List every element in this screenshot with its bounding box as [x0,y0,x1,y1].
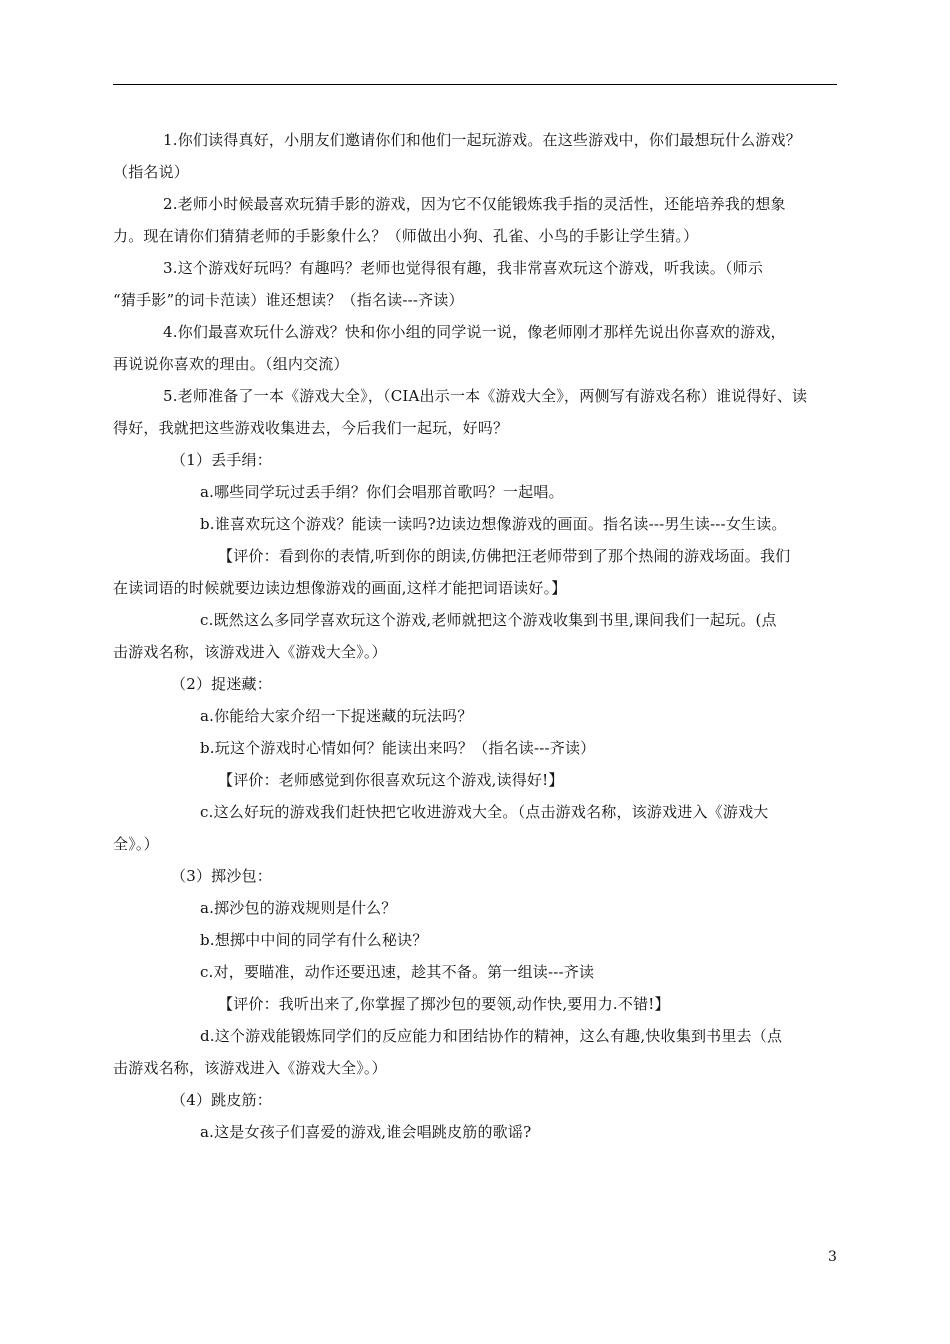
list-item: a.掷沙包的游戏规则是什么？ [200,899,397,917]
paragraph-line: “猜手影”的词卡范读）谁还想读？（指名读---齐读） [113,291,464,309]
list-item: d.这个游戏能锻炼同学们的反应能力和团结协作的精神，这么有趣,快收集到书里去（点 [200,1027,783,1045]
paragraph-line: 5.老师准备了一本《游戏大全》，（CIA出示一本《游戏大全》，两侧写有游戏名称）谁说得好、读 [163,387,808,405]
paragraph-line: 1.你们读得真好，小朋友们邀请你们和他们一起玩游戏。在这些游戏中，你们最想玩什么游戏？ [163,131,801,149]
paragraph-line: （指名说） [113,163,190,181]
evaluation-note: 【评价：老师感觉到你很喜欢玩这个游戏,读得好!】 [218,771,564,789]
page-number: 3 [828,1249,837,1265]
header-rule [113,84,837,85]
paragraph-line: 得好，我就把这些游戏收集进去，今后我们一起玩，好吗？ [113,419,509,437]
subsection-heading: （1）丢手绢： [171,451,272,469]
list-item: b.想掷中中间的同学有什么秘诀？ [200,931,428,949]
list-item: a.你能给大家介绍一下捉迷藏的玩法吗？ [200,707,473,725]
list-item: 全》。） [113,835,159,853]
list-item: c.对，要瞄准，动作还要迅速，趁其不备。第一组读---齐读 [200,963,595,981]
list-item: c.既然这么多同学喜欢玩这个游戏,老师就把这个游戏收集到书里,课间我们一起玩。(点 [200,611,777,629]
list-item: b.谁喜欢玩这个游戏？能读一读吗?边读边想像游戏的画面。指名读---男生读---女生读。 [200,515,787,533]
paragraph-line: 再说说你喜欢的理由。（组内交流） [113,355,349,373]
paragraph-line: 力。现在请你们猜猜老师的手影象什么？（师做出小狗、孔雀、小鸟的手影让学生猜。） [113,227,699,245]
evaluation-note: 【评价：我听出来了,你掌握了掷沙包的要领,动作快,要用力.不错!】 [218,995,670,1013]
evaluation-note: 【评价：看到你的表情,听到你的朗读,仿佛把汪老师带到了那个热闹的游戏场面。我们 [218,547,791,565]
subsection-heading: （3）掷沙包： [171,867,272,885]
list-item: 击游戏名称，该游戏进入《游戏大全》。） [113,1059,387,1077]
list-item: a.哪些同学玩过丢手绢？你们会唱那首歌吗？一起唱。 [200,483,564,501]
list-item: b.玩这个游戏时心情如何？能读出来吗？（指名读---齐读） [200,739,596,757]
list-item: a.这是女孩子们喜爱的游戏,谁会唱跳皮筋的歌谣? [200,1123,532,1141]
paragraph-line: 3.这个游戏好玩吗？有趣吗？老师也觉得很有趣，我非常喜欢玩这个游戏，听我读。（师示 [163,259,764,277]
list-item: c.这么好玩的游戏我们赶快把它收进游戏大全。（点击游戏名称，该游戏进入《游戏大 [200,803,769,821]
subsection-heading: （4）跳皮筋： [171,1091,272,1109]
document-body [113,124,839,1148]
paragraph-line: 2.老师小时候最喜欢玩猜手影的游戏，因为它不仅能锻炼我手指的灵活性，还能培养我的想象 [163,195,786,213]
subsection-heading: （2）捉迷藏： [171,675,272,693]
paragraph-line: 4.你们最喜欢玩什么游戏？快和你小组的同学说一说，像老师刚才那样先说出你喜欢的游戏， [163,323,786,341]
evaluation-note: 在读词语的时候就要边读边想像游戏的画面,这样才能把词语读好。】 [113,579,567,597]
list-item: 击游戏名称，该游戏进入《游戏大全》。） [113,643,387,661]
